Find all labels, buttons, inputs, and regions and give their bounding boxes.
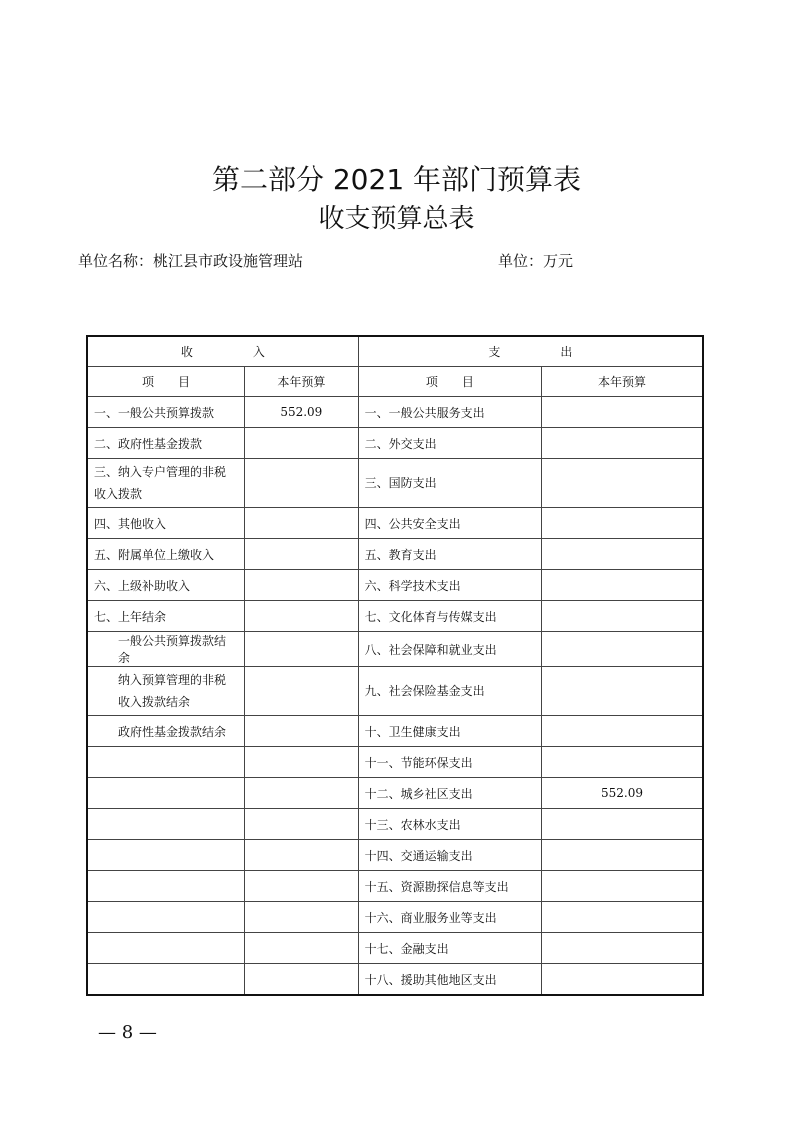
table-row	[87, 902, 703, 933]
table-row	[87, 428, 703, 459]
expense-header: 支 出	[358, 336, 703, 367]
expense-item-cell: 五、教育支出	[358, 539, 541, 570]
expense-budget-cell	[542, 601, 704, 632]
expense-item-cell: 十三、农林水支出	[358, 809, 541, 840]
income-item-cell	[87, 871, 244, 902]
income-item-cell	[87, 902, 244, 933]
income-item-cell	[87, 747, 244, 778]
table-row	[87, 459, 703, 508]
expense-budget-cell: 552.09	[542, 778, 704, 809]
expense-budget-cell	[542, 428, 704, 459]
budget-table	[86, 335, 704, 996]
expense-budget-cell	[542, 716, 704, 747]
income-item-cell: 三、纳入专户管理的非税收入拨款	[87, 459, 244, 508]
income-item-cell: 二、政府性基金拨款	[87, 428, 244, 459]
expense-item-cell: 九、社会保险基金支出	[358, 667, 541, 716]
expense-item-cell: 七、文化体育与传媒支出	[358, 601, 541, 632]
income-item-cell: 一般公共预算拨款结余	[87, 632, 244, 667]
income-item-cell: 四、其他收入	[87, 508, 244, 539]
income-budget-cell	[244, 428, 358, 459]
expense-item-cell: 十六、商业服务业等支出	[358, 902, 541, 933]
income-item-cell	[87, 933, 244, 964]
income-budget-cell	[244, 933, 358, 964]
expense-budget-cell	[542, 809, 704, 840]
table-row	[87, 933, 703, 964]
expense-budget-cell	[542, 840, 704, 871]
income-item-cell: 纳入预算管理的非税收入拨款结余	[87, 667, 244, 716]
table-row	[87, 397, 703, 428]
expense-budget-cell	[542, 632, 704, 667]
expense-item-cell: 十二、城乡社区支出	[358, 778, 541, 809]
income-item-cell	[87, 778, 244, 809]
income-item-cell	[87, 840, 244, 871]
expense-item-cell: 十七、金融支出	[358, 933, 541, 964]
expense-budget-cell	[542, 747, 704, 778]
expense-budget-cell	[542, 397, 704, 428]
table-row	[87, 508, 703, 539]
income-budget-cell	[244, 840, 358, 871]
section-header-row	[87, 336, 703, 367]
income-budget-cell	[244, 459, 358, 508]
income-item-cell	[87, 809, 244, 840]
income-item-cell: 五、附属单位上缴收入	[87, 539, 244, 570]
expense-budget-cell	[542, 667, 704, 716]
table-row	[87, 964, 703, 996]
unit-name: 单位名称：桃江县市政设施管理站	[78, 252, 304, 270]
expense-item-cell: 四、公共安全支出	[358, 508, 541, 539]
income-budget-cell	[244, 601, 358, 632]
income-budget-cell	[244, 964, 358, 996]
table-row	[87, 778, 703, 809]
income-budget-header: 本年预算	[244, 367, 358, 397]
table-row	[87, 840, 703, 871]
table-row	[87, 667, 703, 716]
expense-budget-header: 本年预算	[542, 367, 704, 397]
expense-budget-cell	[542, 570, 704, 601]
expense-item-cell: 十八、援助其他地区支出	[358, 964, 541, 996]
income-item-header: 项 目	[87, 367, 244, 397]
expense-item-cell: 六、科学技术支出	[358, 570, 541, 601]
table-title: 收支预算总表	[318, 204, 475, 234]
expense-budget-cell	[542, 508, 704, 539]
expense-item-cell: 十、卫生健康支出	[358, 716, 541, 747]
income-budget-cell	[244, 539, 358, 570]
page-number: — 8 —	[98, 1022, 157, 1043]
income-budget-cell	[244, 667, 358, 716]
table-row	[87, 716, 703, 747]
expense-item-cell: 二、外交支出	[358, 428, 541, 459]
expense-budget-cell	[542, 902, 704, 933]
expense-budget-cell	[542, 459, 704, 508]
expense-item-header: 项 目	[358, 367, 541, 397]
table-row	[87, 747, 703, 778]
income-budget-cell	[244, 747, 358, 778]
table-row	[87, 601, 703, 632]
table-row	[87, 871, 703, 902]
expense-item-cell: 十四、交通运输支出	[358, 840, 541, 871]
expense-budget-cell	[542, 871, 704, 902]
expense-item-cell: 十一、节能环保支出	[358, 747, 541, 778]
income-budget-cell: 552.09	[244, 397, 358, 428]
income-budget-cell	[244, 809, 358, 840]
income-budget-cell	[244, 632, 358, 667]
income-item-cell	[87, 964, 244, 996]
page-title: 第二部分 2021 年部门预算表	[211, 163, 582, 196]
income-item-cell: 一、一般公共预算拨款	[87, 397, 244, 428]
table-row	[87, 809, 703, 840]
income-budget-cell	[244, 508, 358, 539]
income-budget-cell	[244, 570, 358, 601]
income-header: 收 入	[87, 336, 358, 367]
expense-item-cell: 一、一般公共服务支出	[358, 397, 541, 428]
income-item-cell: 六、上级补助收入	[87, 570, 244, 601]
income-budget-cell	[244, 778, 358, 809]
income-budget-cell	[244, 871, 358, 902]
expense-item-cell: 三、国防支出	[358, 459, 541, 508]
expense-budget-cell	[542, 964, 704, 996]
expense-budget-cell	[542, 539, 704, 570]
income-budget-cell	[244, 902, 358, 933]
currency-unit: 单位：万元	[498, 252, 574, 270]
expense-item-cell: 十五、资源勘探信息等支出	[358, 871, 541, 902]
income-item-cell: 七、上年结余	[87, 601, 244, 632]
table-row	[87, 539, 703, 570]
table-row	[87, 570, 703, 601]
income-item-cell: 政府性基金拨款结余	[87, 716, 244, 747]
expense-budget-cell	[542, 933, 704, 964]
table-row	[87, 632, 703, 667]
expense-item-cell: 八、社会保障和就业支出	[358, 632, 541, 667]
income-budget-cell	[244, 716, 358, 747]
column-header-row	[87, 367, 703, 397]
